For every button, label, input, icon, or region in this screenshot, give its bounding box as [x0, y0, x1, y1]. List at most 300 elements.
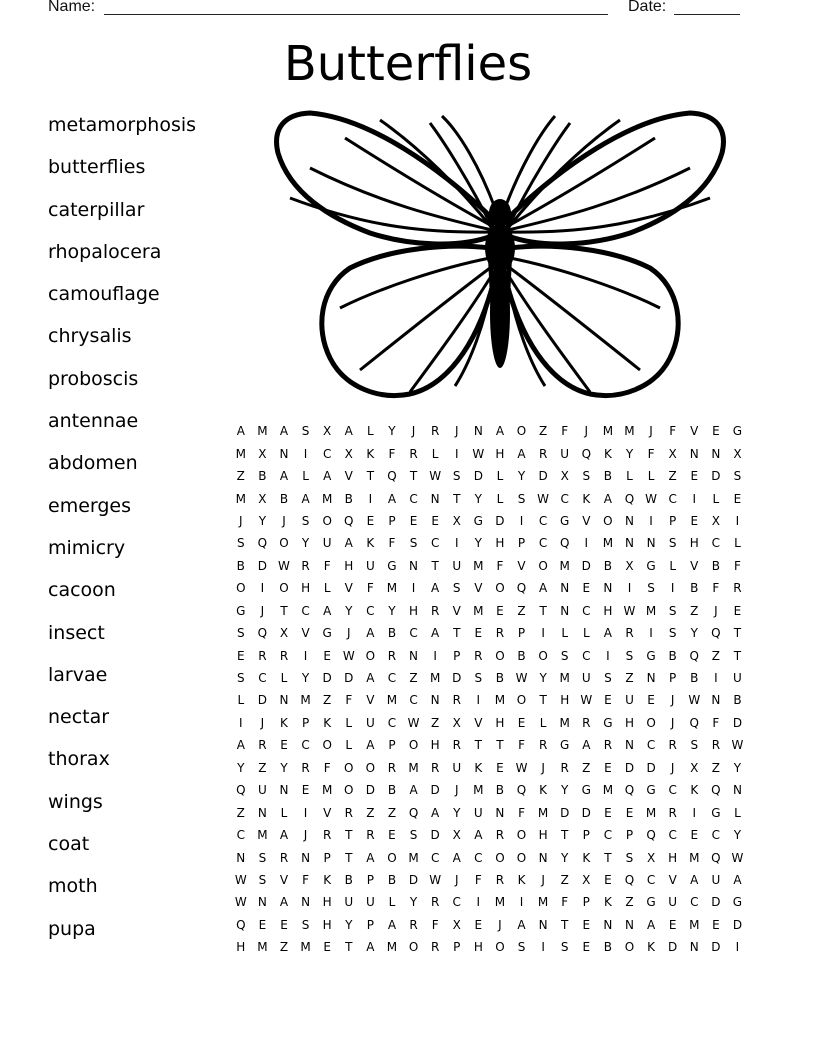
grid-letter: S: [668, 536, 677, 551]
grid-letter: K: [582, 491, 591, 506]
grid-letter: O: [495, 850, 505, 865]
grid-letter: G: [646, 895, 656, 910]
grid-letter: K: [366, 446, 375, 461]
grid-letter: T: [496, 738, 504, 753]
grid-letter: D: [452, 671, 462, 686]
grid-letter: R: [366, 828, 375, 843]
grid-letter: R: [258, 738, 267, 753]
grid-letter: K: [582, 850, 591, 865]
grid-letter: E: [258, 917, 267, 932]
grid-letter: I: [735, 513, 740, 528]
grid-row: [230, 891, 770, 913]
grid-letter: B: [344, 872, 353, 887]
grid-letter: M: [300, 940, 311, 955]
grid-letter: L: [302, 469, 309, 484]
grid-row: [230, 442, 770, 464]
grid-letter: E: [582, 581, 591, 596]
grid-letter: D: [732, 715, 743, 730]
grid-letter: Q: [257, 536, 268, 551]
grid-letter: C: [430, 850, 440, 865]
grid-letter: A: [344, 424, 353, 439]
grid-letter: J: [260, 715, 265, 730]
grid-letter: I: [606, 648, 610, 663]
grid-letter: H: [689, 536, 699, 551]
grid-row: [230, 577, 770, 599]
grid-letter: D: [365, 783, 375, 798]
grid-letter: R: [301, 558, 310, 573]
grid-letter: P: [517, 536, 526, 551]
word-list-item: chrysalis: [48, 325, 132, 348]
grid-letter: O: [516, 828, 527, 843]
grid-letter: M: [645, 603, 657, 618]
grid-letter: C: [538, 536, 548, 551]
grid-letter: E: [604, 872, 612, 887]
grid-letter: F: [323, 558, 331, 573]
grid-letter: E: [496, 603, 504, 618]
grid-letter: Y: [474, 491, 482, 506]
grid-letter: B: [258, 469, 267, 484]
grid-letter: D: [711, 895, 721, 910]
grid-letter: E: [604, 805, 612, 820]
grid-letter: B: [690, 671, 699, 686]
grid-letter: H: [236, 940, 246, 955]
grid-letter: X: [668, 446, 677, 461]
grid-letter: I: [239, 715, 243, 730]
grid-letter: C: [582, 648, 591, 663]
grid-letter: I: [649, 513, 653, 528]
grid-letter: A: [603, 491, 612, 506]
grid-letter: I: [670, 581, 675, 596]
word-list-item: cacoon: [48, 579, 116, 602]
page-title: Butterflies: [283, 36, 533, 92]
grid-letter: R: [668, 805, 677, 820]
grid-letter: A: [409, 783, 418, 798]
grid-letter: M: [559, 715, 570, 730]
grid-letter: O: [603, 513, 613, 528]
grid-letter: K: [517, 872, 526, 887]
grid-letter: N: [624, 738, 634, 753]
word-list-item: antennae: [48, 410, 139, 433]
grid-letter: J: [411, 424, 416, 439]
grid-letter: O: [365, 648, 376, 663]
grid-letter: C: [690, 895, 699, 910]
grid-letter: V: [452, 603, 461, 618]
grid-letter: D: [257, 693, 268, 708]
grid-letter: J: [714, 603, 718, 618]
grid-letter: I: [476, 895, 481, 910]
grid-letter: R: [409, 917, 418, 932]
grid-letter: B: [495, 671, 505, 686]
grid-letter: W: [515, 760, 528, 775]
grid-letter: T: [604, 850, 612, 865]
butterfly-illustration: [270, 108, 730, 404]
grid-letter: E: [690, 828, 699, 843]
grid-letter: X: [625, 558, 634, 573]
grid-letter: C: [668, 783, 677, 798]
grid-letter: R: [582, 715, 591, 730]
grid-letter: W: [645, 491, 658, 506]
grid-letter: J: [541, 872, 545, 887]
grid-letter: I: [260, 581, 265, 596]
grid-letter: C: [603, 828, 613, 843]
grid-letter: Z: [517, 603, 526, 618]
grid-letter: L: [431, 446, 439, 461]
grid-letter: D: [711, 469, 721, 484]
grid-letter: L: [237, 693, 245, 708]
grid-letter: N: [624, 536, 634, 551]
grid-letter: M: [408, 850, 419, 865]
grid-letter: R: [279, 850, 289, 865]
grid-letter: W: [429, 872, 442, 887]
grid-row: [230, 712, 770, 734]
grid-letter: M: [537, 895, 549, 910]
grid-letter: C: [366, 603, 375, 618]
grid-letter: V: [582, 513, 591, 528]
grid-letter: Z: [236, 805, 245, 820]
grid-letter: Z: [711, 648, 720, 663]
grid-letter: O: [495, 940, 505, 955]
grid-letter: W: [515, 671, 528, 686]
grid-letter: R: [430, 603, 440, 618]
grid-letter: W: [580, 693, 593, 708]
grid-letter: E: [366, 513, 375, 528]
grid-row: [230, 510, 770, 532]
grid-letter: Q: [236, 917, 246, 932]
grid-letter: E: [388, 828, 396, 843]
grid-letter: U: [473, 805, 483, 820]
grid-letter: Y: [280, 760, 288, 775]
grid-letter: V: [279, 872, 289, 887]
grid-row: [230, 532, 770, 554]
date-label: Date:: [628, 0, 667, 15]
grid-letter: U: [452, 558, 462, 573]
name-label: Name:: [48, 0, 96, 15]
grid-letter: A: [366, 626, 375, 641]
grid-letter: A: [323, 469, 332, 484]
grid-letter: Y: [345, 603, 353, 618]
grid-letter: M: [537, 805, 549, 820]
word-list-item: metamorphosis: [48, 114, 197, 136]
grid-letter: R: [538, 738, 548, 753]
grid-letter: Q: [624, 872, 635, 887]
grid-letter: E: [668, 917, 677, 932]
grid-row: [230, 644, 770, 666]
grid-letter: E: [474, 626, 483, 641]
grid-letter: J: [584, 424, 589, 439]
grid-letter: L: [496, 469, 504, 484]
grid-letter: M: [257, 940, 268, 955]
grid-letter: C: [409, 491, 418, 506]
grid-letter: R: [430, 760, 440, 775]
grid-letter: N: [603, 917, 613, 932]
grid-letter: K: [603, 446, 612, 461]
grid-row: [230, 667, 770, 689]
grid-letter: S: [258, 850, 267, 865]
grid-letter: C: [668, 828, 677, 843]
grid-letter: C: [322, 446, 332, 461]
grid-letter: Q: [516, 783, 527, 798]
grid-letter: Y: [517, 469, 526, 484]
grid-letter: V: [690, 424, 699, 439]
grid-letter: I: [476, 693, 481, 708]
grid-letter: N: [646, 671, 656, 686]
grid-letter: H: [301, 581, 311, 596]
grid-letter: K: [690, 783, 699, 798]
grid-letter: U: [365, 715, 375, 730]
grid-letter: Z: [625, 895, 634, 910]
grid-letter: Y: [301, 536, 310, 551]
grid-letter: R: [279, 648, 289, 663]
grid-letter: Z: [258, 760, 267, 775]
grid-letter: C: [582, 603, 591, 618]
grid-letter: Y: [733, 828, 742, 843]
grid-letter: E: [690, 469, 699, 484]
grid-letter: G: [322, 626, 332, 641]
grid-letter: U: [344, 895, 354, 910]
grid-letter: D: [430, 783, 440, 798]
grid-letter: L: [367, 424, 374, 439]
grid-letter: A: [279, 424, 289, 439]
date-field[interactable]: [674, 14, 740, 15]
grid-letter: J: [454, 783, 459, 798]
grid-letter: H: [538, 828, 548, 843]
grid-letter: B: [387, 783, 397, 798]
grid-letter: F: [712, 581, 720, 596]
grid-letter: A: [344, 536, 353, 551]
grid-letter: I: [303, 805, 308, 820]
grid-letter: L: [539, 715, 547, 730]
grid-letter: X: [646, 850, 656, 865]
grid-letter: L: [280, 671, 288, 686]
grid-letter: O: [646, 715, 656, 730]
grid-letter: N: [430, 491, 440, 506]
grid-letter: F: [561, 424, 569, 439]
grid-letter: K: [647, 940, 656, 955]
grid-letter: M: [386, 581, 398, 596]
grid-letter: I: [303, 446, 308, 461]
grid-row: [230, 914, 770, 936]
grid-letter: W: [278, 558, 290, 573]
grid-letter: J: [346, 626, 351, 641]
grid-letter: V: [344, 469, 353, 484]
grid-letter: S: [452, 469, 461, 484]
grid-letter: F: [323, 760, 331, 775]
grid-letter: Z: [711, 760, 720, 775]
grid-letter: A: [431, 626, 440, 641]
grid-letter: P: [323, 850, 331, 865]
grid-letter: X: [452, 917, 461, 932]
grid-letter: S: [668, 603, 677, 618]
grid-letter: O: [344, 760, 354, 775]
grid-letter: Z: [625, 671, 634, 686]
grid-letter: R: [387, 760, 397, 775]
grid-letter: X: [452, 715, 461, 730]
grid-letter: R: [495, 626, 505, 641]
grid-letter: K: [366, 536, 375, 551]
grid-letter: Q: [559, 536, 570, 551]
grid-letter: I: [735, 940, 740, 955]
grid-letter: G: [646, 648, 656, 663]
grid-letter: B: [603, 558, 612, 573]
grid-letter: S: [517, 491, 526, 506]
grid-letter: C: [560, 491, 569, 506]
grid-letter: N: [732, 783, 742, 798]
grid-letter: E: [323, 648, 331, 663]
grid-letter: C: [301, 603, 310, 618]
grid-letter: T: [474, 738, 482, 753]
grid-letter: L: [734, 536, 741, 551]
grid-letter: V: [690, 558, 699, 573]
grid-letter: H: [495, 536, 505, 551]
grid-letter: G: [560, 738, 570, 753]
grid-letter: L: [647, 469, 655, 484]
grid-letter: T: [561, 917, 569, 932]
grid-letter: T: [366, 469, 375, 484]
grid-letter: N: [711, 446, 721, 461]
grid-row: [230, 555, 770, 577]
grid-letter: A: [690, 872, 699, 887]
grid-letter: X: [711, 513, 720, 528]
grid-letter: I: [649, 626, 653, 641]
grid-letter: M: [386, 940, 398, 955]
grid-letter: G: [732, 424, 743, 439]
grid-letter: M: [257, 424, 268, 439]
grid-letter: E: [647, 693, 655, 708]
grid-letter: M: [559, 558, 570, 573]
grid-letter: O: [365, 760, 376, 775]
grid-letter: A: [236, 738, 245, 753]
word-list-item: thorax: [48, 748, 110, 771]
grid-letter: D: [581, 558, 591, 573]
grid-letter: P: [582, 895, 590, 910]
grid-letter: L: [561, 626, 569, 641]
grid-letter: M: [602, 424, 614, 439]
grid-letter: C: [301, 738, 310, 753]
grid-letter: R: [474, 648, 483, 663]
grid-letter: Z: [387, 805, 397, 820]
grid-letter: N: [301, 895, 311, 910]
grid-letter: Z: [582, 760, 591, 775]
grid-letter: N: [257, 805, 267, 820]
grid-letter: S: [474, 671, 483, 686]
grid-letter: T: [280, 603, 288, 618]
grid-letter: O: [495, 648, 505, 663]
grid-letter: V: [474, 715, 483, 730]
grid-letter: S: [236, 536, 245, 551]
grid-letter: U: [560, 446, 570, 461]
grid-letter: S: [236, 671, 245, 686]
grid-letter: G: [560, 513, 570, 528]
grid-letter: E: [712, 917, 720, 932]
grid-letter: H: [322, 917, 332, 932]
grid-letter: U: [322, 536, 332, 551]
grid-letter: G: [387, 558, 397, 573]
grid-letter: N: [646, 536, 656, 551]
grid-letter: M: [473, 783, 484, 798]
grid-letter: B: [387, 626, 397, 641]
grid-letter: Y: [539, 671, 547, 686]
word-list-item: pupa: [48, 917, 96, 940]
grid-letter: A: [366, 940, 375, 955]
grid-letter: S: [625, 648, 634, 663]
grid-letter: A: [733, 872, 742, 887]
word-list-item: emerges: [48, 494, 132, 517]
grid-letter: M: [559, 671, 570, 686]
grid-letter: R: [560, 760, 569, 775]
grid-letter: Z: [560, 872, 569, 887]
grid-letter: Q: [646, 828, 656, 843]
grid-letter: Z: [538, 424, 548, 439]
grid-letter: S: [668, 626, 677, 641]
grid-letter: G: [603, 715, 613, 730]
grid-letter: Y: [733, 760, 742, 775]
grid-letter: F: [734, 558, 741, 573]
grid-letter: B: [603, 469, 612, 484]
grid-letter: X: [452, 513, 461, 528]
grid-letter: D: [408, 872, 419, 887]
grid-letter: E: [690, 513, 699, 528]
grid-letter: F: [474, 872, 482, 887]
grid-letter: S: [647, 581, 655, 596]
grid-letter: D: [344, 671, 354, 686]
grid-letter: J: [454, 872, 459, 887]
grid-letter: S: [690, 738, 699, 753]
grid-letter: V: [366, 693, 375, 708]
grid-letter: I: [519, 513, 524, 528]
grid-letter: N: [538, 850, 548, 865]
name-field[interactable]: [104, 14, 608, 15]
grid-letter: W: [731, 738, 744, 753]
grid-letter: N: [257, 895, 267, 910]
grid-letter: T: [431, 558, 439, 573]
grid-letter: F: [388, 446, 396, 461]
grid-letter: W: [688, 693, 701, 708]
grid-letter: Z: [668, 469, 677, 484]
grid-letter: N: [301, 850, 311, 865]
grid-letter: N: [624, 513, 634, 528]
grid-letter: E: [582, 940, 591, 955]
grid-letter: K: [280, 715, 288, 730]
grid-letter: A: [582, 738, 591, 753]
grid-letter: W: [731, 850, 744, 865]
grid-letter: M: [689, 850, 700, 865]
grid-letter: Y: [561, 783, 569, 798]
grid-letter: H: [560, 693, 570, 708]
grid-letter: V: [474, 581, 483, 596]
grid-letter: S: [409, 536, 418, 551]
grid-letter: S: [236, 626, 245, 641]
grid-letter: F: [712, 715, 720, 730]
grid-letter: A: [452, 850, 461, 865]
grid-letter: U: [733, 671, 742, 686]
grid-letter: T: [345, 940, 353, 955]
grid-letter: T: [345, 828, 353, 843]
grid-letter: A: [279, 828, 289, 843]
grid-letter: A: [495, 424, 505, 439]
grid-letter: A: [366, 738, 375, 753]
grid-letter: Q: [257, 626, 268, 641]
grid-letter: F: [518, 805, 525, 820]
grid-letter: X: [258, 446, 267, 461]
word-list-item: wings: [48, 790, 103, 813]
grid-letter: E: [733, 603, 742, 618]
grid-letter: W: [537, 491, 550, 506]
grid-letter: F: [496, 558, 504, 573]
grid-letter: H: [624, 715, 634, 730]
grid-letter: C: [646, 738, 656, 753]
grid-letter: U: [711, 872, 721, 887]
grid-row: [230, 824, 770, 846]
